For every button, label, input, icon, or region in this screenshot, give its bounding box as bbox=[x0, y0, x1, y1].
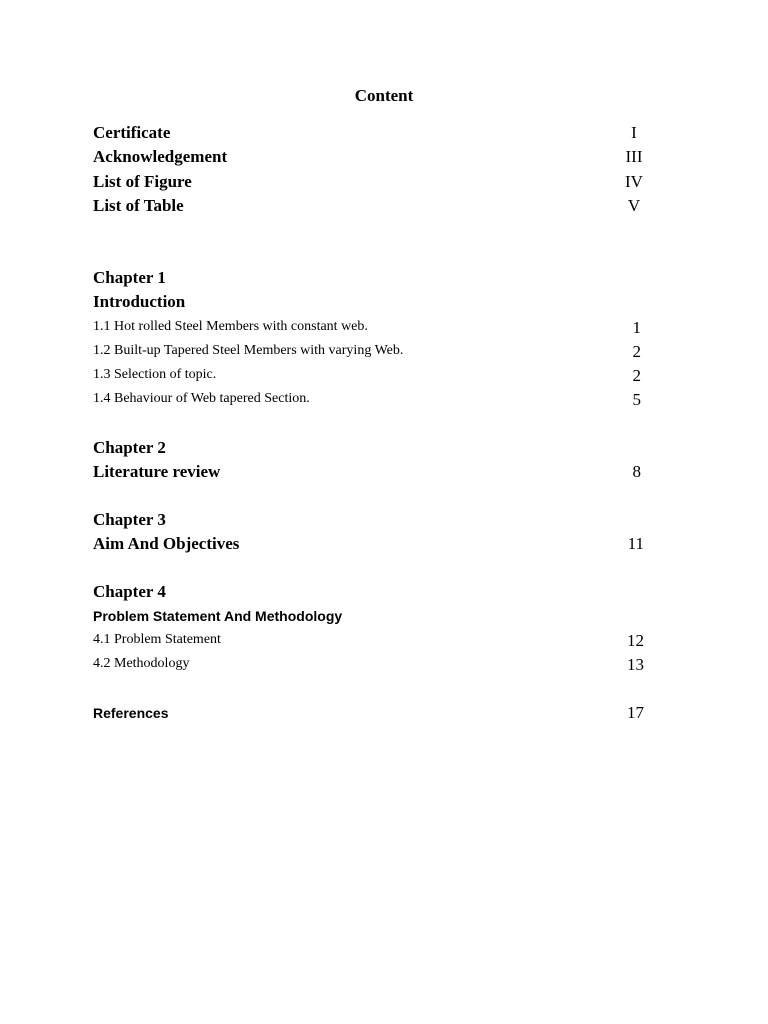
toc-entry-1-4 bbox=[93, 390, 645, 414]
toc-entry-label: Certificate bbox=[93, 123, 171, 142]
toc-entry-label: List of Table bbox=[93, 196, 184, 215]
chapter-3-heading bbox=[93, 510, 645, 534]
toc-entry-page: 17 bbox=[627, 703, 644, 722]
chapter-number: Chapter 3 bbox=[93, 510, 166, 529]
toc-entry-1-3 bbox=[93, 366, 645, 390]
toc-entry-certificate bbox=[93, 123, 645, 147]
toc-entry-page: 2 bbox=[632, 366, 641, 385]
toc-entry-acknowledgement bbox=[93, 147, 645, 171]
toc-entry-page: 8 bbox=[632, 462, 641, 481]
toc-entry-label: 1.3 Selection of topic. bbox=[93, 367, 217, 382]
chapter-title: Introduction bbox=[93, 292, 186, 311]
chapter-4-heading bbox=[93, 582, 645, 606]
toc-entry-label: 1.1 Hot rolled Steel Members with constant web. bbox=[93, 319, 368, 334]
toc-entry-label: Acknowledgement bbox=[93, 147, 228, 166]
toc-entry-page: 12 bbox=[627, 631, 644, 650]
toc-entry-page: 5 bbox=[632, 390, 641, 409]
toc-entry-1-2 bbox=[93, 342, 645, 366]
chapter-number: Chapter 2 bbox=[93, 438, 166, 457]
toc-entry-4-1 bbox=[93, 631, 645, 655]
toc-entry-page: III bbox=[625, 147, 643, 166]
toc-entry-references bbox=[93, 703, 645, 727]
chapter-2-heading bbox=[93, 438, 645, 462]
chapter-title: Literature review bbox=[93, 462, 221, 481]
toc-entry-page: 11 bbox=[627, 534, 644, 553]
toc-entry-label: 4.2 Methodology bbox=[93, 656, 190, 671]
toc-entry-label: 1.2 Built-up Tapered Steel Members with varying Web. bbox=[93, 343, 404, 358]
toc-entry-4-2 bbox=[93, 655, 645, 679]
toc-entry-label: 4.1 Problem Statement bbox=[93, 632, 221, 647]
toc-entry-label: References bbox=[93, 705, 169, 721]
toc-entry-page: 13 bbox=[627, 655, 644, 674]
chapter-1-heading bbox=[93, 268, 645, 292]
toc-entry-label: List of Figure bbox=[93, 172, 192, 191]
chapter-2-title bbox=[93, 462, 645, 486]
chapter-3-title bbox=[93, 534, 645, 558]
chapter-number: Chapter 1 bbox=[93, 268, 166, 287]
toc-entry-1-1 bbox=[93, 318, 645, 342]
toc-entry-page: V bbox=[627, 196, 641, 215]
page-title: Content bbox=[354, 86, 414, 105]
chapter-title: Problem Statement And Methodology bbox=[93, 608, 343, 624]
toc-entry-page: IV bbox=[625, 172, 643, 191]
chapter-title: Aim And Objectives bbox=[93, 534, 240, 553]
toc-entry-page: I bbox=[631, 123, 637, 142]
toc-entry-label: 1.4 Behaviour of Web tapered Section. bbox=[93, 391, 310, 406]
chapter-4-title bbox=[93, 608, 645, 632]
toc-entry-page: 1 bbox=[632, 318, 641, 337]
toc-entry-list-of-table bbox=[93, 196, 645, 220]
toc-entry-list-of-figure bbox=[93, 172, 645, 196]
chapter-number: Chapter 4 bbox=[93, 582, 166, 601]
chapter-1-title bbox=[93, 292, 645, 316]
toc-entry-page: 2 bbox=[632, 342, 641, 361]
